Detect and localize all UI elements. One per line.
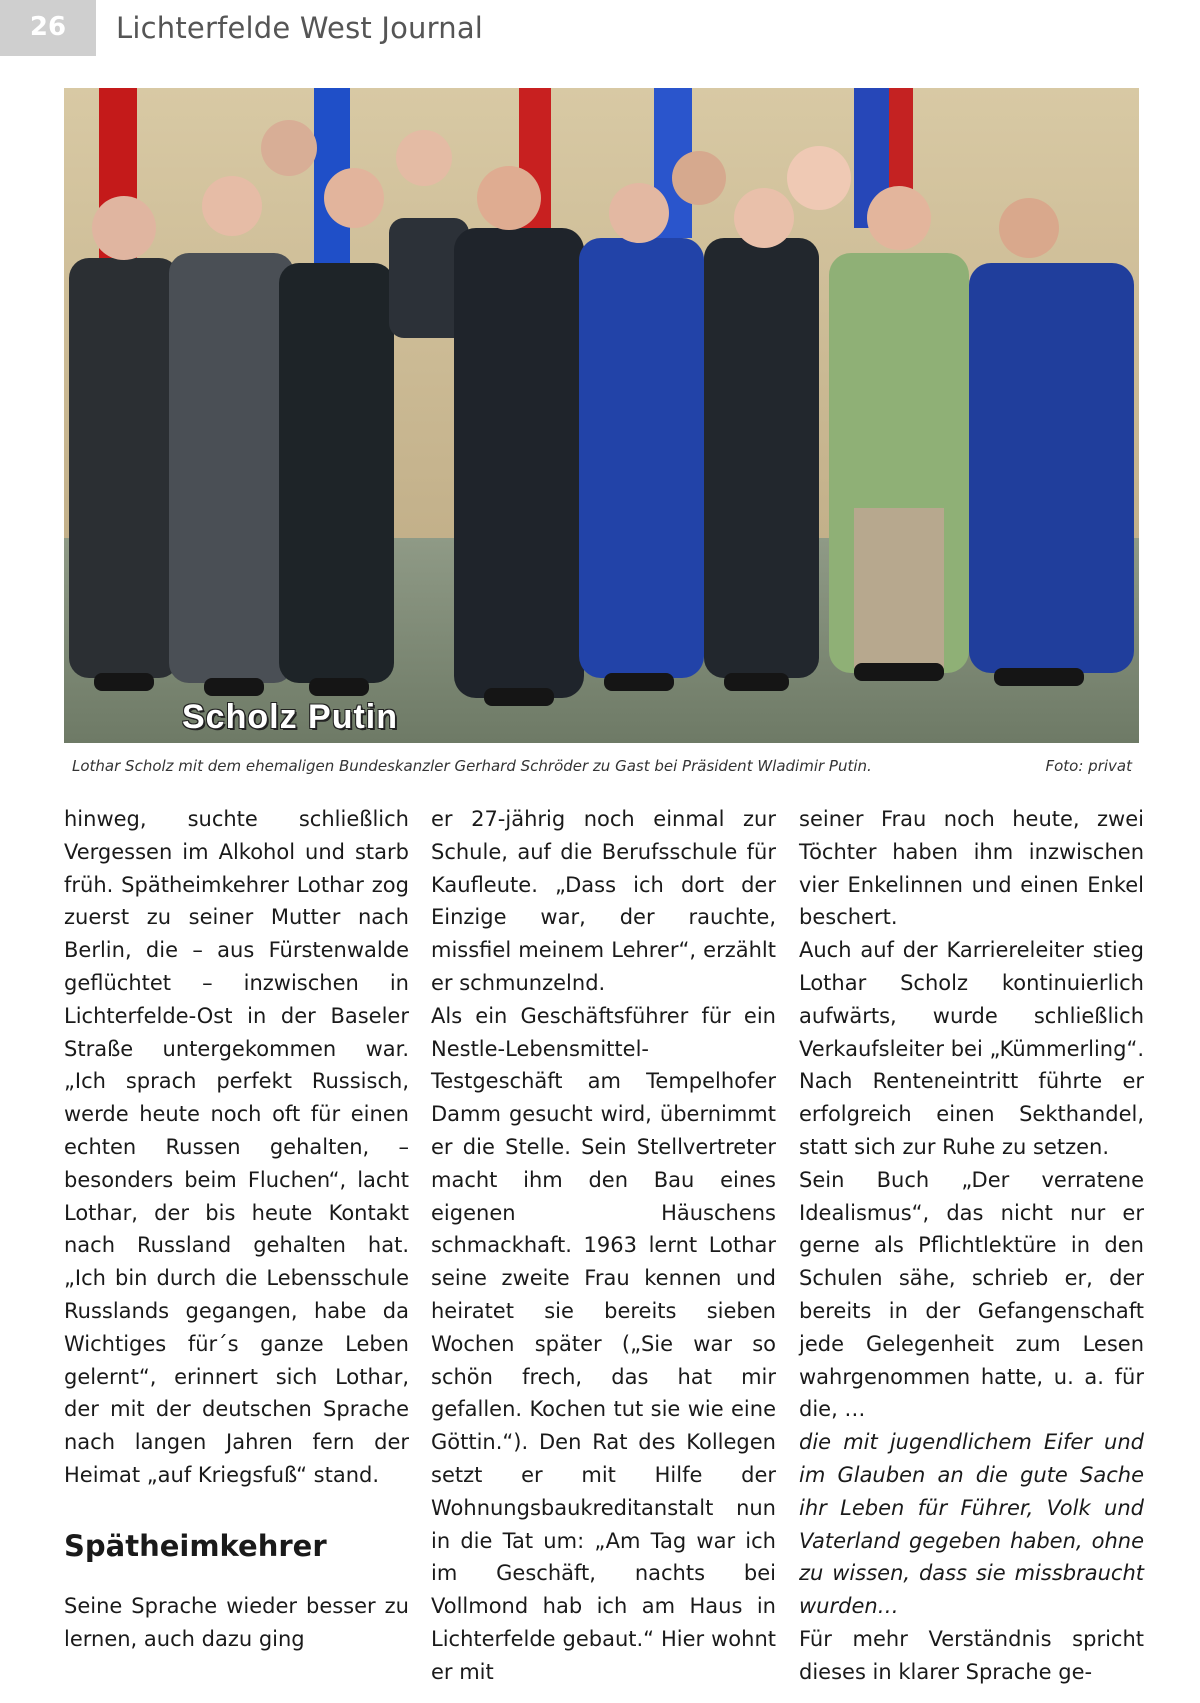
group-photo-illustration bbox=[64, 88, 1139, 743]
photo-credit: Foto: privat bbox=[1045, 757, 1132, 775]
photo-caption-row bbox=[72, 757, 1132, 775]
article-paragraph: hinweg, suchte schließlich Vergessen im Alkohol und starb früh. Spätheimkehrer Lothar zog zuerst zu seiner Mutter nach Berlin, die – aus Fürstenwalde geflüchtet – inzwischen in Lichterfelde-Ost in der Baseler Straße untergekommen war. „Ich sprach perfekt Russisch, werde heute noch oft für einen echten Russen gehalten, – besonders beim Fluchen“, lacht Lothar, der bis heute Kontakt nach Russland gehalten hat. „Ich bin durch die Lebensschule Russlands gegangen, habe da Wichtiges für´s ganze Leben gelernt“, erinnert sich Lothar, der mit der deutschen Sprache nach langen Jahren fern der Heimat „auf Kriegsfuß“ stand. bbox=[64, 807, 409, 1487]
article-column-1 bbox=[64, 803, 409, 1655]
article-column-2 bbox=[431, 803, 776, 1689]
page-number: 26 bbox=[29, 12, 67, 42]
book-quote: die mit jugendlichem Eifer und im Glauben an die gute Sache ihr Leben für Führer, Volk und Vaterland gegeben haben, ohne zu wissen, dass sie missbraucht wurden… bbox=[799, 1430, 1144, 1619]
article-paragraph: er 27-jährig noch einmal zur Schule, auf die Berufsschule für Kaufleute. „Dass ich dort der Einzige war, der rauchte, missfiel meinem Lehrer“, erzählt er schmunzelnd. bbox=[431, 807, 776, 995]
article-paragraph: seiner Frau noch heute, zwei Töchter haben ihm inzwischen vier Enkelinnen und einen Enkel beschert. bbox=[799, 807, 1144, 930]
article-paragraph: Sein Buch „Der verratene Idealismus“, das nicht nur er gerne als Pflichtlektüre in den Schulen sähe, schrieb er, der bereits in der Gefangenschaft jede Gelegenheit zum Lesen wahrgenommen hatte, u. a. für die, … bbox=[799, 1167, 1144, 1422]
journal-title: Lichterfelde West Journal bbox=[116, 11, 484, 45]
photo-name-overlay: Scholz Putin bbox=[182, 698, 398, 736]
article-paragraph: Seine Sprache wieder besser zu lernen, auch dazu ging bbox=[64, 1593, 409, 1651]
photo-caption: Lothar Scholz mit dem ehemaligen Bundeskanzler Gerhard Schröder zu Gast bei Präsident Wladimir Putin. bbox=[72, 757, 872, 775]
article-subheading: Spätheimkehrer bbox=[64, 1528, 327, 1563]
article-paragraph: Als ein Geschäftsführer für ein Nestle-Lebensmittel-Testgeschäft am Tempelhofer Damm gesucht wird, übernimmt er die Stelle. Sein Stellvertreter macht ihm den Bau eines eigenen Häuschens schmackhaft. 1963 lernt Lothar seine zweite Frau kennen und heiratet sie bereits sieben Wochen später („Sie war so schön frech, das hat mir gefallen. Kochen tut sie wie eine Göttin.“). Den Rat des Kollegen setzt er mit Hilfe der Wohnungsbaukreditanstalt nun in die Tat um: „Am Tag war ich im Geschäft, nachts bei Vollmond hab ich am Haus in Lichterfelde gebaut.“ Hier wohnt er mit bbox=[431, 1003, 776, 1684]
article-paragraph: Für mehr Verständnis spricht dieses in klarer Sprache ge- bbox=[799, 1626, 1144, 1684]
article-paragraph: Auch auf der Karriereleiter stieg Lothar Scholz kontinuierlich aufwärts, wurde schließlich Verkaufsleiter bei „Kümmerling“. Nach Renteneintritt führte er erfolgreich einen Sekthandel, statt sich zur Ruhe zu setzen. bbox=[799, 938, 1144, 1159]
article-column-3 bbox=[799, 803, 1144, 1689]
group-photo bbox=[64, 88, 1139, 743]
